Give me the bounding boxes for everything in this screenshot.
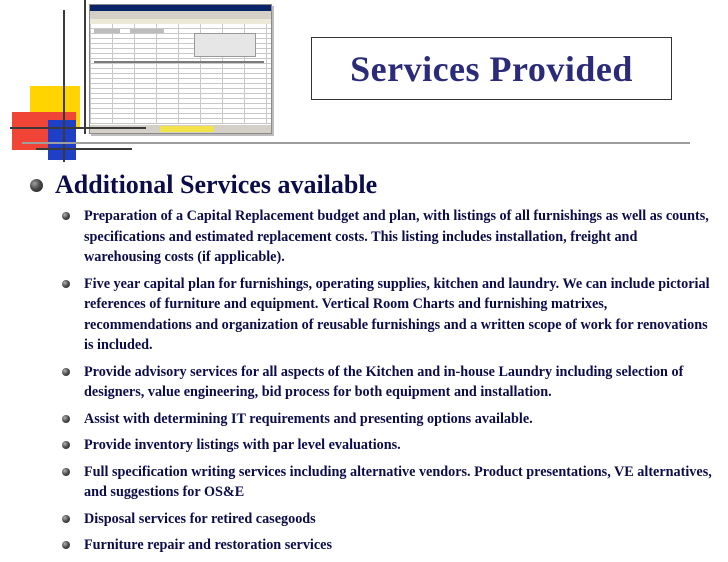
services-list — [62, 206, 712, 562]
decor-vertical-line — [84, 0, 86, 134]
title-box — [311, 37, 672, 100]
list-item — [62, 435, 712, 456]
bullet-icon — [62, 515, 70, 523]
decor-horizontal-line — [10, 127, 146, 129]
bullet-icon — [62, 441, 70, 449]
spreadsheet-thumbnail-image — [89, 4, 272, 134]
list-item — [62, 462, 712, 503]
section-heading: Additional Services available — [55, 170, 378, 199]
bullet-icon — [62, 212, 70, 220]
title-rule — [22, 142, 690, 144]
list-item-text: Assist with determining IT requirements and presenting options available. — [84, 410, 533, 427]
bullet-icon — [62, 368, 70, 376]
decor-blue-square — [48, 120, 76, 160]
bullet-icon — [62, 541, 70, 549]
list-item-text: Provide advisory services for all aspects of the Kitchen and in-house Laundry including selection of designers, value engineering, bid process for both equipment and installation. — [84, 363, 684, 400]
list-item-text: Furniture repair and restoration services — [84, 537, 332, 553]
bullet-icon — [62, 468, 70, 476]
list-item-text: Provide inventory listings with par level evaluations. — [84, 437, 401, 453]
list-item — [62, 274, 712, 356]
list-item-text: Full specification writing services including alternative vendors. Product presentations, VE alternatives, and suggestions for OS&E — [84, 463, 712, 500]
bullet-icon — [62, 415, 70, 423]
slide-title: Services Provided — [350, 48, 633, 89]
list-item — [62, 206, 712, 268]
decor-horizontal-line — [36, 148, 132, 150]
list-item — [62, 362, 712, 403]
list-item — [62, 409, 712, 430]
decor-vertical-line — [63, 10, 65, 162]
list-item — [62, 509, 712, 530]
bullet-icon — [30, 179, 43, 192]
main-bullet — [30, 170, 377, 200]
list-item-text: Preparation of a Capital Replacement budget and plan, with listings of all furnishings as well as counts, specifications and estimated replacement costs. This listing includes installation, freight and warehousing costs (if applicable). — [84, 208, 709, 265]
bullet-icon — [62, 280, 70, 288]
list-item — [62, 535, 712, 556]
list-item-text: Five year capital plan for furnishings, operating supplies, kitchen and laundry. We can include pictorial references of furniture and equipment. Vertical Room Charts and furnishing matrixes, recommendations and organization of reusable furnishings and a written scope of work for renovations is included. — [84, 275, 710, 353]
list-item-text: Disposal services for retired casegoods — [84, 510, 316, 527]
